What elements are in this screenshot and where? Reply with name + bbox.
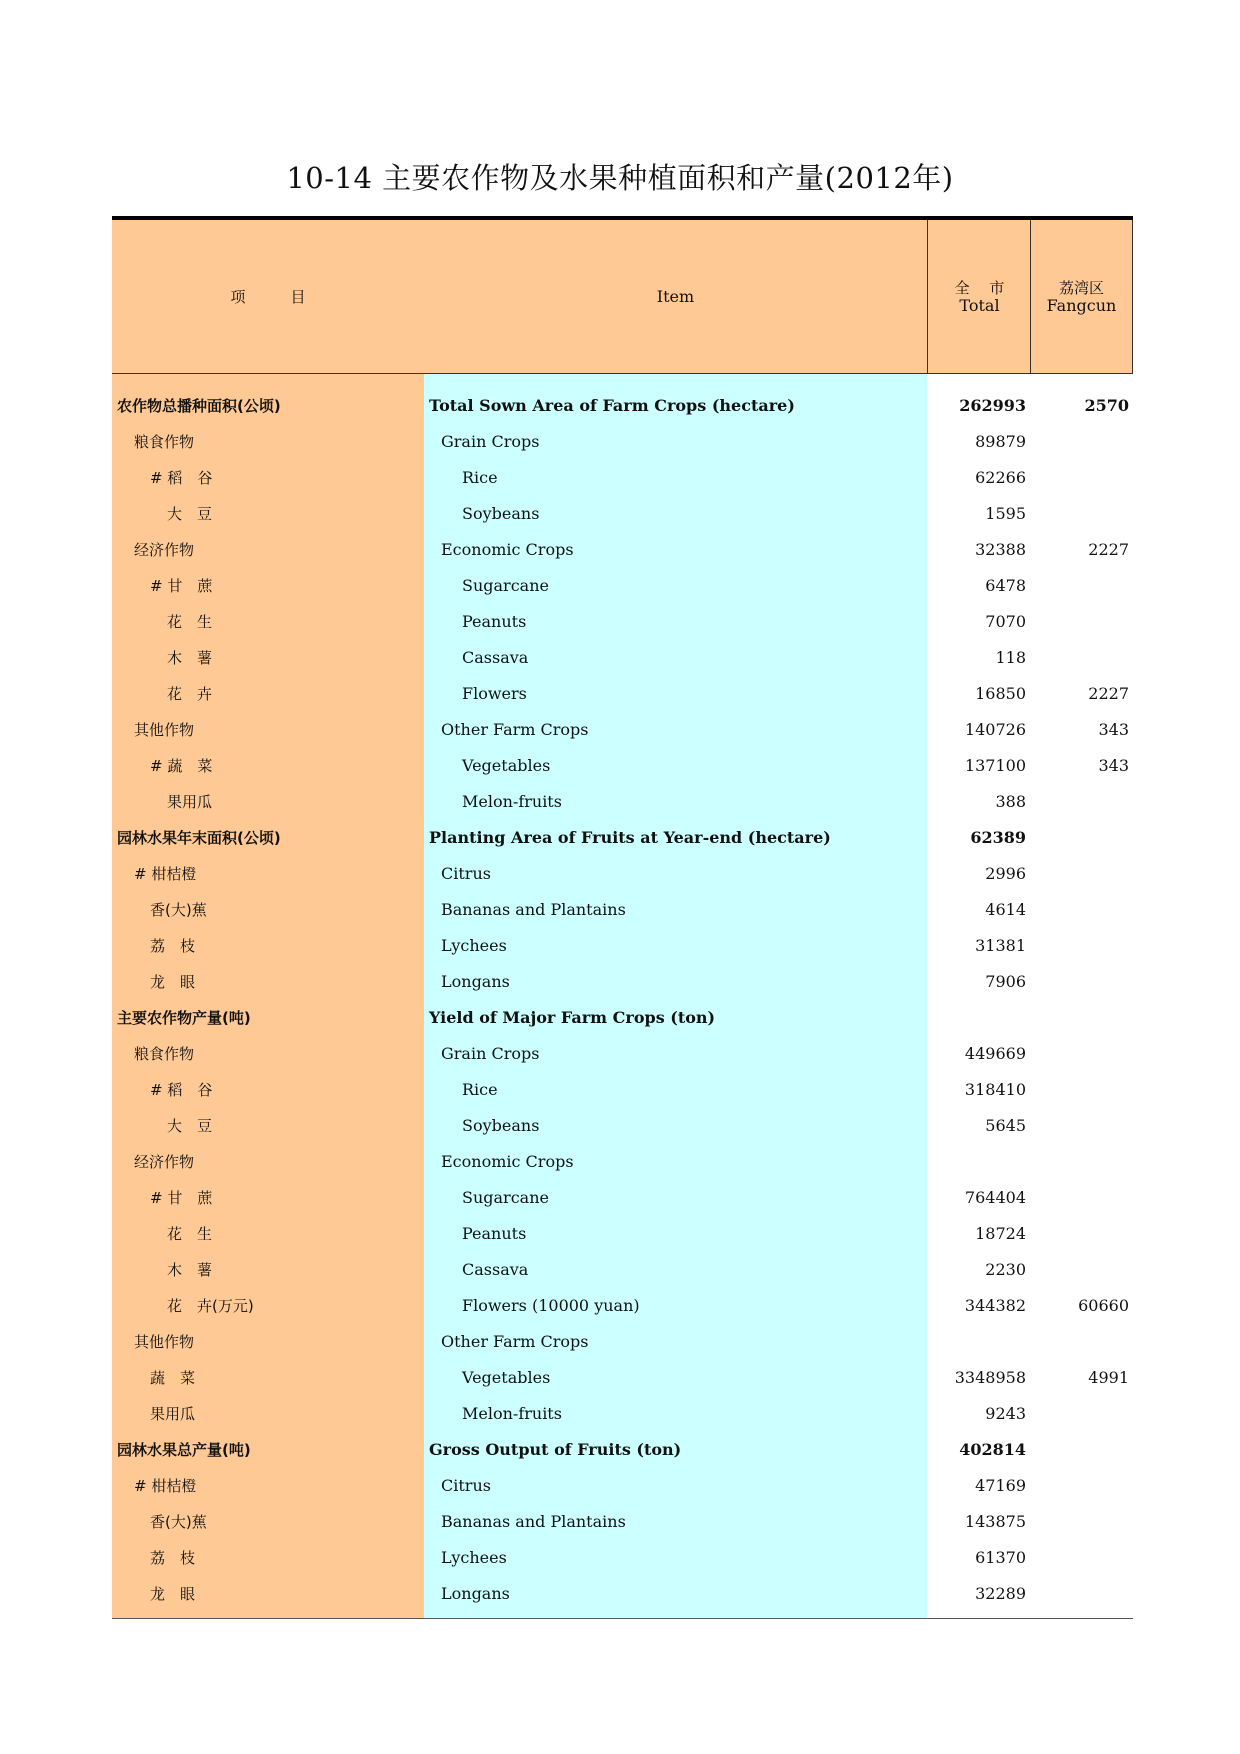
table-row: [112, 856, 1133, 892]
header-fangcun-en: Fangcun: [1046, 295, 1117, 315]
table-row: [112, 1252, 1133, 1288]
cell-item-en: Bananas and Plantains: [441, 900, 626, 919]
cell-fangcun: [1030, 460, 1129, 496]
cell-item-en: Peanuts: [462, 1224, 527, 1243]
table-row: [112, 712, 1133, 748]
header-total: [927, 220, 1031, 373]
cell-item-en: Gross Output of Fruits (ton): [429, 1440, 682, 1459]
cell-total: 6478: [985, 576, 1026, 595]
cell-item-cn: 其他作物: [134, 721, 195, 739]
cell-fangcun: [1030, 424, 1129, 460]
cell-item-en: Sugarcane: [462, 1188, 549, 1207]
cell-total: 32388: [975, 540, 1026, 559]
cell-total: 4614: [985, 900, 1026, 919]
cell-fangcun: [1030, 1576, 1129, 1612]
table-row: [112, 568, 1133, 604]
cell-total: 388: [995, 792, 1026, 811]
cell-fangcun: [1030, 928, 1129, 964]
cell-item-en: Lychees: [441, 1548, 507, 1567]
cell-total: 402814: [959, 1440, 1026, 1459]
cell-fangcun: [1030, 604, 1129, 640]
table-row: [112, 1144, 1133, 1180]
cell-item-cn: 荔 枝: [150, 1549, 196, 1567]
cell-total: 16850: [975, 684, 1026, 703]
cell-item-cn: 大 豆: [167, 505, 213, 523]
cell-total: 318410: [964, 1080, 1026, 1099]
table-row: [112, 928, 1133, 964]
header-item-en: Item: [656, 286, 695, 306]
cell-total: [927, 1000, 1026, 1036]
cell-fangcun: [1030, 1252, 1129, 1288]
table-row: [112, 1324, 1133, 1360]
cell-fangcun: [1030, 568, 1129, 604]
cell-total: 140726: [964, 720, 1026, 739]
table-row: [112, 1288, 1133, 1324]
cell-fangcun: [1030, 1144, 1129, 1180]
cell-fangcun: [1030, 892, 1129, 928]
cell-fangcun: [1030, 856, 1129, 892]
cell-fangcun: [1030, 1540, 1129, 1576]
cell-fangcun: 343: [1098, 720, 1129, 739]
table-row: [112, 1396, 1133, 1432]
cell-total: 5645: [985, 1116, 1026, 1135]
cell-total: [927, 1324, 1026, 1360]
table-body: [112, 388, 1133, 1612]
cell-fangcun: 2570: [1084, 396, 1129, 415]
table-row: [112, 1072, 1133, 1108]
cell-total: 47169: [975, 1476, 1026, 1495]
table-row: [112, 604, 1133, 640]
cell-fangcun: [1030, 1324, 1129, 1360]
cell-item-en: Total Sown Area of Farm Crops (hectare): [429, 396, 795, 415]
table-row: [112, 1504, 1133, 1540]
cell-fangcun: 60660: [1078, 1296, 1129, 1315]
table-row: [112, 1468, 1133, 1504]
cell-total: 2996: [985, 864, 1026, 883]
table-row: [112, 1432, 1133, 1468]
table-row: [112, 424, 1133, 460]
table-row: [112, 964, 1133, 1000]
cell-item-cn: # 柑桔橙: [134, 865, 197, 883]
cell-item-cn: 花 卉(万元): [167, 1297, 254, 1315]
cell-item-en: Vegetables: [462, 756, 551, 775]
cell-total: 118: [995, 648, 1026, 667]
cell-item-en: Economic Crops: [441, 1152, 574, 1171]
cell-fangcun: 343: [1098, 756, 1129, 775]
cell-item-cn: # 蔬 菜: [150, 757, 213, 775]
cell-fangcun: [1030, 784, 1129, 820]
cell-item-cn: # 稻 谷: [150, 469, 213, 487]
statistics-table: [112, 216, 1133, 1619]
cell-fangcun: [1030, 1216, 1129, 1252]
cell-item-cn: 主要农作物产量(吨): [117, 1009, 251, 1027]
cell-item-cn: 其他作物: [134, 1333, 195, 1351]
cell-item-en: Lychees: [441, 936, 507, 955]
table-header: [112, 220, 1133, 374]
cell-fangcun: [1030, 640, 1129, 676]
table-row: [112, 640, 1133, 676]
cell-fangcun: 2227: [1088, 540, 1129, 559]
cell-fangcun: [1030, 1180, 1129, 1216]
header-total-en: Total: [959, 295, 1000, 315]
table-row: [112, 1576, 1133, 1612]
cell-fangcun: [1030, 1072, 1129, 1108]
cell-item-en: Melon-fruits: [462, 792, 562, 811]
cell-total: 7906: [985, 972, 1026, 991]
cell-total: 3348958: [954, 1368, 1026, 1387]
cell-item-cn: 花 生: [167, 1225, 213, 1243]
cell-item-cn: 粮食作物: [134, 433, 195, 451]
cell-item-en: Other Farm Crops: [441, 720, 589, 739]
table-row: [112, 748, 1133, 784]
cell-total: 89879: [975, 432, 1026, 451]
cell-total: 7070: [985, 612, 1026, 631]
cell-item-en: Sugarcane: [462, 576, 549, 595]
cell-fangcun: 4991: [1088, 1368, 1129, 1387]
cell-item-en: Flowers (10000 yuan): [462, 1296, 640, 1315]
cell-total: 137100: [964, 756, 1026, 775]
cell-item-en: Cassava: [462, 1260, 529, 1279]
cell-item-en: Rice: [462, 1080, 498, 1099]
cell-item-en: Yield of Major Farm Crops (ton): [429, 1008, 716, 1027]
header-fangcun-cn: 荔湾区: [1058, 278, 1104, 297]
cell-total: 344382: [964, 1296, 1026, 1315]
cell-total: 449669: [964, 1044, 1026, 1063]
cell-item-cn: 花 卉: [167, 685, 213, 703]
cell-item-cn: 园林水果总产量(吨): [117, 1441, 251, 1459]
table-row: [112, 1180, 1133, 1216]
cell-total: [927, 1144, 1026, 1180]
cell-item-cn: 香(大)蕉: [150, 901, 207, 919]
header-fangcun: [1030, 220, 1133, 373]
cell-fangcun: 2227: [1088, 684, 1129, 703]
cell-total: 262993: [959, 396, 1026, 415]
cell-item-cn: 龙 眼: [150, 973, 196, 991]
cell-item-en: Planting Area of Fruits at Year-end (hectare): [429, 828, 831, 847]
cell-item-en: Vegetables: [462, 1368, 551, 1387]
table-row: [112, 388, 1133, 424]
cell-item-cn: 蔬 菜: [150, 1369, 196, 1387]
cell-item-cn: # 甘 蔗: [150, 577, 213, 595]
header-total-cn: 全 市: [954, 278, 1005, 297]
cell-item-cn: # 柑桔橙: [134, 1477, 197, 1495]
table-row: [112, 1108, 1133, 1144]
table-row: [112, 496, 1133, 532]
cell-item-en: Citrus: [441, 1476, 491, 1495]
table-row: [112, 1000, 1133, 1036]
cell-item-cn: 木 薯: [167, 649, 213, 667]
cell-item-cn: 农作物总播种面积(公顷): [117, 397, 281, 415]
cell-item-en: Grain Crops: [441, 1044, 540, 1063]
cell-item-en: Longans: [441, 972, 510, 991]
table-row: [112, 1360, 1133, 1396]
cell-item-cn: 经济作物: [134, 541, 195, 559]
cell-total: 32289: [975, 1584, 1026, 1603]
cell-item-en: Cassava: [462, 648, 529, 667]
cell-total: 2230: [985, 1260, 1026, 1279]
cell-fangcun: [1030, 1432, 1129, 1468]
cell-fangcun: [1030, 1000, 1129, 1036]
table-row: [112, 1036, 1133, 1072]
cell-total: 1595: [985, 504, 1026, 523]
cell-item-cn: 果用瓜: [167, 793, 213, 811]
cell-item-cn: # 甘 蔗: [150, 1189, 213, 1207]
cell-item-cn: # 稻 谷: [150, 1081, 213, 1099]
cell-fangcun: [1030, 1108, 1129, 1144]
cell-fangcun: [1030, 1396, 1129, 1432]
cell-item-cn: 香(大)蕉: [150, 1513, 207, 1531]
cell-total: 61370: [975, 1548, 1026, 1567]
cell-total: 18724: [975, 1224, 1026, 1243]
table-row: [112, 532, 1133, 568]
table-row: [112, 1540, 1133, 1576]
cell-item-en: Flowers: [462, 684, 527, 703]
table-bottom-rule: [112, 1618, 1133, 1619]
cell-item-cn: 荔 枝: [150, 937, 196, 955]
table-row: [112, 784, 1133, 820]
cell-total: 62266: [975, 468, 1026, 487]
cell-item-cn: 粮食作物: [134, 1045, 195, 1063]
cell-total: 62389: [970, 828, 1026, 847]
page-title: 10-14 主要农作物及水果种植面积和产量(2012年): [286, 161, 954, 195]
cell-item-en: Citrus: [441, 864, 491, 883]
cell-item-en: Longans: [441, 1584, 510, 1603]
table-row: [112, 460, 1133, 496]
cell-item-cn: 果用瓜: [150, 1405, 196, 1423]
cell-total: 764404: [964, 1188, 1026, 1207]
cell-item-cn: 花 生: [167, 613, 213, 631]
cell-item-en: Peanuts: [462, 612, 527, 631]
cell-fangcun: [1030, 1036, 1129, 1072]
cell-fangcun: [1030, 496, 1129, 532]
cell-fangcun: [1030, 820, 1129, 856]
cell-fangcun: [1030, 1504, 1129, 1540]
cell-fangcun: [1030, 1468, 1129, 1504]
cell-item-en: Melon-fruits: [462, 1404, 562, 1423]
table-row: [112, 1216, 1133, 1252]
cell-total: 9243: [985, 1404, 1026, 1423]
cell-item-cn: 经济作物: [134, 1153, 195, 1171]
cell-item-cn: 园林水果年末面积(公顷): [117, 829, 281, 847]
table-row: [112, 892, 1133, 928]
cell-item-en: Economic Crops: [441, 540, 574, 559]
cell-item-en: Soybeans: [462, 504, 540, 523]
cell-item-en: Grain Crops: [441, 432, 540, 451]
cell-fangcun: [1030, 964, 1129, 1000]
header-item-cn: 项 目: [230, 287, 306, 306]
cell-item-cn: 木 薯: [167, 1261, 213, 1279]
cell-item-en: Soybeans: [462, 1116, 540, 1135]
cell-item-en: Bananas and Plantains: [441, 1512, 626, 1531]
cell-total: 31381: [975, 936, 1026, 955]
cell-item-cn: 龙 眼: [150, 1585, 196, 1603]
cell-item-en: Other Farm Crops: [441, 1332, 589, 1351]
cell-item-en: Rice: [462, 468, 498, 487]
table-row: [112, 676, 1133, 712]
cell-item-cn: 大 豆: [167, 1117, 213, 1135]
table-row: [112, 820, 1133, 856]
cell-total: 143875: [964, 1512, 1026, 1531]
